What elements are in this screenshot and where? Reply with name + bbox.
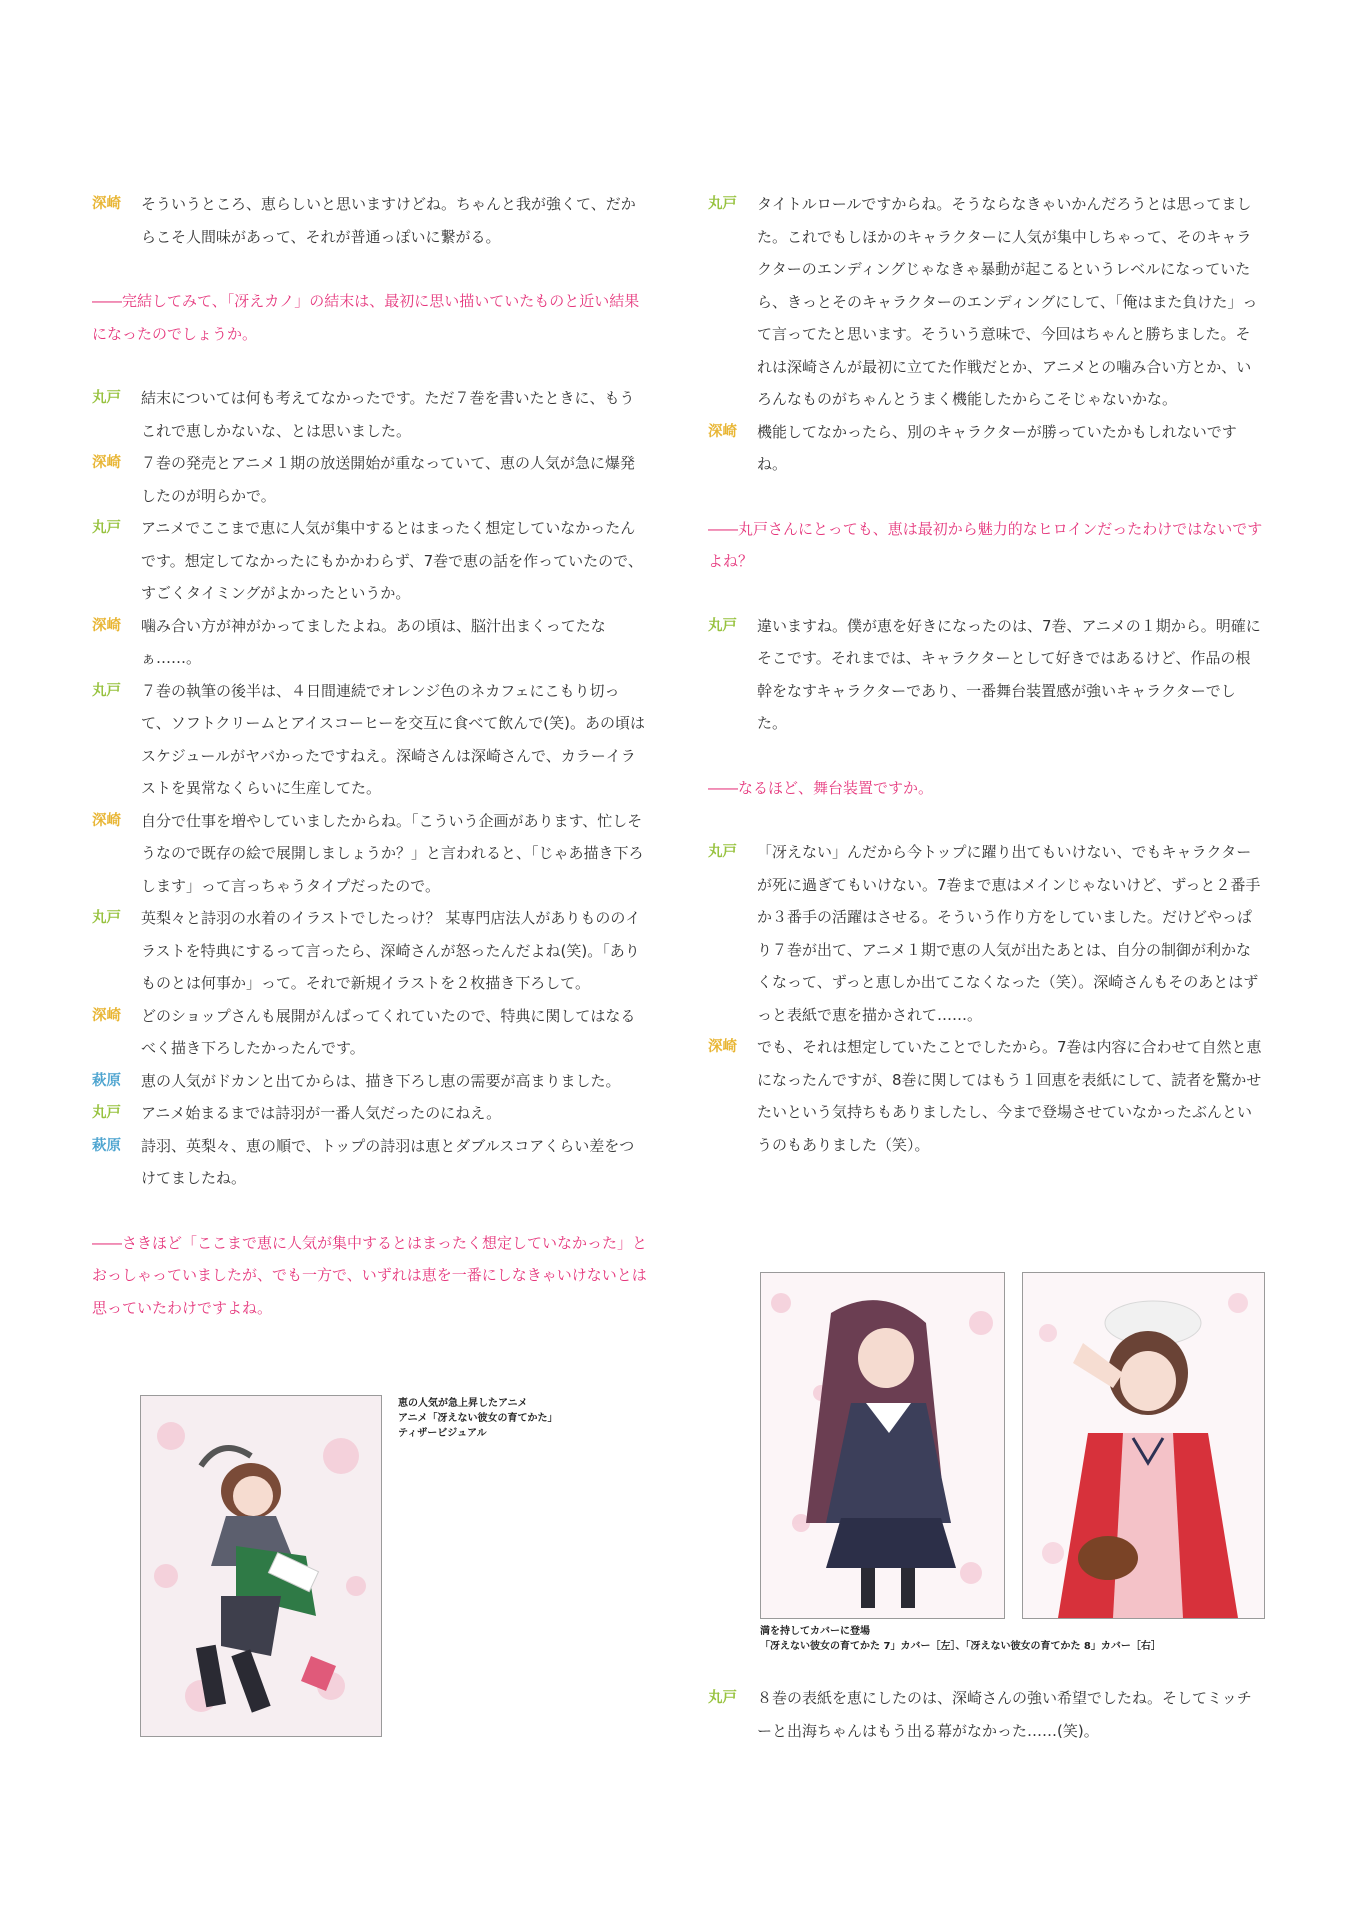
speaker-label: 深崎 <box>708 423 737 440</box>
dialogue-text: どのショップさんも展開がんばってくれていたので、特典に関してはなるべく描き下ろしたかったんです。 <box>141 1006 636 1057</box>
dialogue-entry <box>92 1065 648 1098</box>
left-column <box>92 188 648 1356</box>
interviewer-question: ――丸戸さんにとっても、恵は最初から魅力的なヒロインだったわけではないですよね？ <box>708 519 1263 570</box>
left-figure-caption <box>398 1396 598 1441</box>
speaker-label: 丸戸 <box>708 844 737 860</box>
dialogue-text: アニメ始まるまでは詩羽が一番人気だったのにねえ。 <box>141 1104 502 1122</box>
dialogue-text: 機能してなかったら、別のキャラクターが勝っていたかもしれないですね。 <box>757 422 1237 473</box>
speaker-label: 深崎 <box>92 617 121 634</box>
right-figure-caption <box>760 1624 1280 1654</box>
dialogue-entry <box>92 1130 648 1195</box>
speaker-label: 萩原 <box>92 1137 121 1154</box>
speaker-label: 丸戸 <box>708 617 737 634</box>
speaker-label: 丸戸 <box>92 1105 121 1121</box>
dialogue-entry <box>708 1031 1264 1161</box>
illustration-art <box>1023 1273 1264 1618</box>
dialogue-text: タイトルロールですからね。そうならなきゃいかんだろうとは思ってました。これでもしほかのキャラクターに人気が集中しちゃって、そのキャラクターのエンディングじゃなきゃ暴動が起こるというレベルになっていたら、きっとそのキャラクターのエンディングにして、「俺はまた負けた」って言ってたと思います。そういう意味で、今回はちゃんと勝ちました。それは深崎さんが最初に立てた作戦だとか、アニメとの噛み合い方とか、いろんなものがちゃんとうまく機能したからこそじゃないかな。 <box>757 195 1258 408</box>
volume-8-cover-illustration <box>1022 1272 1265 1619</box>
dialogue-text: 自分で仕事を増やしていましたからね。「こういう企画があります、忙しそうなので既存の絵で展開しましょうか？」と言われると、「じゃあ描き下ろします」って言っちゃうタイプだったので。 <box>141 811 644 895</box>
dialogue-entry <box>92 675 648 805</box>
speaker-label: 深崎 <box>92 196 121 212</box>
right-column-bottom <box>708 1682 1264 1747</box>
dialogue-text: ７巻の執筆の後半は、４日間連続でオレンジ色のネカフェにこもり切って、ソフトクリームとアイスコーヒーを交互に食べて飲んで(笑)。あの頃はスケジュールがヤバかったですねえ。深崎さんは深崎さんで、カラーイラストを異常なくらいに生産してた。 <box>141 681 646 797</box>
volume-7-cover-illustration <box>760 1272 1005 1619</box>
speaker-label: 丸戸 <box>92 520 121 536</box>
dialogue-entry <box>708 1682 1264 1747</box>
dialogue-entry <box>92 382 648 447</box>
speaker-label: 萩原 <box>92 1072 121 1089</box>
dialogue-entry <box>92 902 648 1000</box>
interviewer-question: ――さきほど「ここまで恵に人気が集中するとはまったく想定していなかった」とおっしゃっていましたが、でも一方で、いずれは恵を一番にしなきゃいけないとは思っていたわけですよね。 <box>92 1233 648 1317</box>
interviewer-question: ――なるほど、舞台装置ですか。 <box>708 778 934 797</box>
dialogue-entry <box>92 447 648 512</box>
dialogue-entry <box>92 805 648 903</box>
dialogue-text: 詩羽、英梨々、恵の順で、トップの詩羽は恵とダブルスコアくらい差をつけてましたね。 <box>141 1136 635 1187</box>
speaker-label: 深崎 <box>92 1007 121 1024</box>
dialogue-entry <box>92 188 648 253</box>
dialogue-text: アニメでここまで恵に人気が集中するとはまったく想定していなかったんです。想定してなかったにもかかわらず、7巻で恵の話を作っていたので、すごくタイミングがよかったというか。 <box>141 519 643 602</box>
dialogue-entry <box>92 512 648 610</box>
dialogue-text: 結末については何も考えてなかったです。ただ７巻を書いたときに、もうこれで恵しかないな、とは思いました。 <box>141 389 635 440</box>
dialogue-text: ８巻の表紙を恵にしたのは、深崎さんの強い希望でしたね。そしてミッチーと出海ちゃんはもう出る幕がなかった……(笑)。 <box>757 1689 1252 1740</box>
dialogue-text: 噛み合い方が神がかってましたよね。あの頃は、脳汁出まくってたなぁ……。 <box>141 616 606 667</box>
dialogue-entry <box>92 1000 648 1065</box>
dialogue-text: 英梨々と詩羽の水着のイラストでしたっけ？ 某専門店法人がありもののイラストを特典にするって言ったら、深崎さんが怒ったんだよね(笑)。「ありものとは何事か」って。それで新規イラストを２枚描き下ろして。 <box>141 909 641 992</box>
illustration-art <box>761 1273 1004 1618</box>
teaser-visual-illustration <box>140 1395 382 1737</box>
dialogue-text: そういうところ、恵らしいと思いますけどね。ちゃんと我が強くて、だからこそ人間味があって、それが普通っぽいに繋がる。 <box>141 195 636 246</box>
speaker-label: 深崎 <box>92 812 121 829</box>
dialogue-entry <box>92 610 648 675</box>
caption-line: アニメ「冴えない彼女の育てかた」 <box>398 1413 558 1424</box>
right-column <box>708 188 1264 1161</box>
dialogue-text: 違いますね。僕が恵を好きになったのは、7巻、アニメの１期から。明確にそこです。それまでは、キャラクターとして好きではあるけど、作品の根幹をなすキャラクターであり、一番舞台装置感が強いキャラクターでした。 <box>757 616 1261 732</box>
dialogue-text: ７巻の発売とアニメ１期の放送開始が重なっていて、恵の人気が急に爆発したのが明らかで。 <box>141 454 635 505</box>
dialogue-text: 「冴えない」んだから今トップに躍り出てもいけない、でもキャラクターが死に過ぎてもいけない。7巻まで恵はメインじゃないけど、ずっと２番手か３番手の活躍はさせる。そういう作り方をしていました。だけどやっぱり７巻が出て、アニメ１期で恵の人気が出たあとは、自分の制御が利かなくなって、ずっと恵しか出てこなくなった（笑）。深崎さんもそのあとはずっと表紙で恵を描かされて……。 <box>757 843 1261 1024</box>
speaker-label: 丸戸 <box>92 682 121 699</box>
caption-line: 「冴えない彼女の育てかた 7」カバー［左］、「冴えない彼女の育てかた 8」カバー［右］ <box>760 1641 1161 1652</box>
speaker-label: 深崎 <box>708 1039 737 1055</box>
speaker-label: 丸戸 <box>92 390 121 406</box>
dialogue-text: でも、それは想定していたことでしたから。7巻は内容に合わせて自然と恵になったんですが、8巻に関してはもう１回恵を表紙にして、読者を驚かせたいという気持ちもありましたし、今まで登場させていなかったぶんというのもありました（笑）。 <box>757 1038 1262 1154</box>
dialogue-entry <box>92 1097 648 1130</box>
caption-line: 恵の人気が急上昇したアニメ <box>398 1398 528 1409</box>
caption-line: ティザービジュアル <box>398 1428 487 1439</box>
interviewer-question: ――完結してみて、「冴えカノ」の結末は、最初に思い描いていたものと近い結果になったのでしょうか。 <box>92 292 640 343</box>
speaker-label: 丸戸 <box>708 1690 737 1706</box>
speaker-label: 丸戸 <box>708 196 737 212</box>
caption-line: 満を持してカバーに登場 <box>760 1626 870 1637</box>
illustration-art <box>141 1396 381 1736</box>
speaker-label: 丸戸 <box>92 910 121 926</box>
speaker-label: 深崎 <box>92 455 121 471</box>
dialogue-entry <box>708 416 1264 481</box>
dialogue-entry <box>708 188 1264 416</box>
dialogue-entry <box>708 836 1264 1031</box>
dialogue-text: 恵の人気がドカンと出てからは、描き下ろし恵の需要が高まりました。 <box>141 1071 621 1090</box>
dialogue-entry <box>708 610 1264 740</box>
